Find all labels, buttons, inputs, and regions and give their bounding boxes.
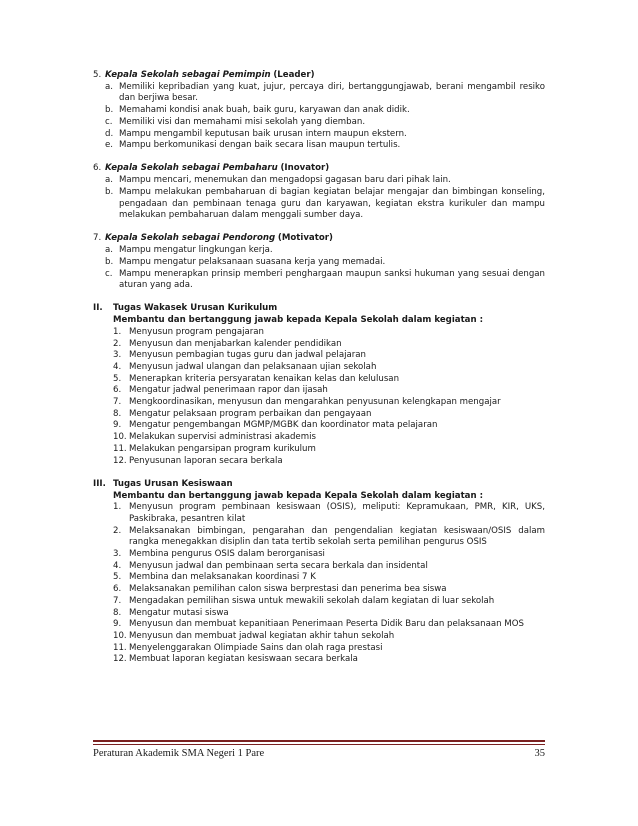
list-item — [113, 549, 545, 561]
list-text: Menyusun dan menjabarkan kalender pendidikan — [129, 338, 342, 349]
list-marker: 4. — [113, 560, 122, 571]
list-text: Memahami kondisi anak buah, baik guru, karyawan dan anak didik. — [119, 105, 410, 116]
list-text: Membina dan melaksanakan koordinasi 7 K — [129, 572, 316, 583]
list-item — [105, 140, 545, 152]
list-marker: 2. — [113, 338, 122, 349]
section-heading — [93, 70, 545, 82]
list-text: Menyusun jadwal ulangan dan pelaksanaan ujian sekolah — [129, 361, 377, 372]
list-item — [113, 596, 545, 608]
list-item — [113, 572, 545, 584]
list-item — [113, 561, 545, 573]
list-marker: d. — [105, 128, 114, 139]
list-item — [113, 409, 545, 421]
footer-title: Peraturan Akademik SMA Negeri 1 Pare — [93, 747, 265, 759]
list-item — [113, 502, 545, 525]
section-number: 6. — [93, 163, 102, 174]
list-text: Mengatur mutasi siswa — [129, 607, 229, 618]
roman-number: II. — [93, 303, 103, 314]
section-number: 5. — [93, 70, 102, 80]
roman-title: Tugas Wakasek Urusan Kurikulum — [113, 303, 278, 314]
list-text: Mengkoordinasikan, menyusun dan mengarahkan penyusunan kelengkapan mengajar — [129, 397, 501, 408]
roman-heading — [93, 303, 545, 315]
list-marker: b. — [105, 186, 114, 197]
list-text: Membuat laporan kegiatan kesiswaan secara berkala — [129, 654, 358, 665]
roman-heading — [93, 479, 545, 491]
list-marker: 9. — [113, 619, 122, 630]
list-marker: a. — [105, 245, 113, 256]
list-item — [113, 327, 545, 339]
section-heading — [93, 233, 545, 245]
list-text: Mengatur pengembangan MGMP/MGBK dan koordinator mata pelajaran — [129, 420, 438, 431]
page-number: 35 — [534, 747, 545, 759]
list-marker: e. — [105, 140, 114, 151]
list-text: Melakukan pengarsipan program kurikulum — [129, 443, 316, 454]
roman-subheading: Membantu dan bertanggung jawab kepada Kepala Sekolah dalam kegiatan : — [113, 315, 484, 326]
section-title-wrap — [105, 233, 333, 245]
list-text: Mampu mengatur pelaksanaan suasana kerja yang memadai. — [119, 256, 386, 267]
roman-section — [93, 303, 545, 467]
list-text: Melaksanakan bimbingan, pengarahan dan pengendalian kegiatan kesiswaan/OSIS dalam rangka menegakkan disiplin dan tata tertib sekolah serta pemilihan pengurus OSIS — [129, 525, 545, 548]
list-marker: a. — [105, 81, 113, 92]
list-item — [113, 385, 545, 397]
list-marker: a. — [105, 175, 113, 186]
list-text: Menyusun program pembinaan kesiswaan (OSIS), meliputi: Kepramukaan, PMR, KIR, UKS, Paskibraka, pesantren kilat — [129, 502, 545, 524]
list-item — [113, 584, 545, 596]
list-marker: 5. — [113, 572, 122, 583]
numbered-section — [93, 163, 545, 222]
list-text: Melaksanakan pemilihan calon siswa berprestasi dan penerima bea siswa — [129, 584, 447, 595]
list-item — [113, 619, 545, 631]
list-item — [113, 608, 545, 620]
list-text: Mampu menerapkan prinsip memberi penghargaan maupun sanksi hukuman yang sesuai dengan aturan yang ada. — [119, 268, 545, 291]
section-role: (Leader) — [273, 70, 315, 80]
section-number: 7. — [93, 233, 102, 244]
list-item — [113, 643, 545, 655]
document-body — [93, 70, 545, 678]
list-item — [113, 374, 545, 386]
footer-rule-thick — [93, 740, 545, 742]
section-role: (Motivator) — [277, 233, 333, 244]
list-marker: 5. — [113, 373, 122, 384]
list-text: Mengatur pelaksaan program perbaikan dan pengayaan — [129, 408, 372, 419]
list-marker: 6. — [113, 584, 122, 595]
list-marker: 12. — [113, 654, 127, 665]
section-heading — [93, 163, 545, 175]
list-text: Membina pengurus OSIS dalam berorganisasi — [129, 549, 325, 560]
list-marker: b. — [105, 256, 114, 267]
list-text: Menyusun jadwal dan pembinaan serta secara berkala dan insidental — [129, 560, 428, 571]
roman-number: III. — [93, 478, 106, 489]
list-text: Mengatur jadwal penerimaan rapor dan ijasah — [129, 385, 328, 396]
list-marker: 3. — [113, 549, 122, 560]
list-item — [105, 82, 545, 105]
list-text: Melakukan supervisi administrasi akademis — [129, 432, 316, 443]
list-text: Mampu mengambil keputusan baik urusan intern maupun ekstern. — [119, 128, 407, 139]
section-list — [93, 175, 545, 222]
list-item — [113, 362, 545, 374]
list-marker: 10. — [113, 630, 127, 641]
list-item — [105, 245, 545, 257]
list-marker: 9. — [113, 420, 122, 431]
section-title: Kepala Sekolah sebagai Pendorong — [105, 233, 276, 244]
list-marker: 11. — [113, 443, 127, 454]
list-marker: 3. — [113, 350, 122, 361]
list-marker: 12. — [113, 455, 127, 466]
list-marker: 8. — [113, 607, 122, 618]
section-title-wrap — [105, 70, 315, 82]
list-text: Menerapkan kriteria persyaratan kenaikan kelas dan kelulusan — [129, 373, 400, 384]
list-item — [113, 631, 545, 643]
section-title: Kepala Sekolah sebagai Pemimpin — [105, 70, 271, 80]
list-text: Mampu melakukan pembaharuan di bagian kegiatan belajar mengajar dan bimbingan konseling, pengadaan dan pembinaan tenaga guru dan karyawan, kegiatan ekstra kurikuler dan mampu melakukan pembaharuan dalam menggali sumber daya. — [119, 186, 545, 221]
list-marker: 7. — [113, 397, 122, 408]
list-text: Mampu mencari, menemukan dan mengadopsi gagasan baru dari pihak lain. — [119, 175, 451, 186]
footer-rule-thin — [93, 744, 545, 745]
list-text: Menyusun dan membuat kepanitiaan Penerimaan Peserta Didik Baru dan pelaksanaan MOS — [129, 619, 524, 630]
list-marker: 10. — [113, 432, 127, 443]
roman-body — [93, 491, 545, 667]
list-marker: 7. — [113, 595, 122, 606]
roman-subheading: Membantu dan bertanggung jawab kepada Kepala Sekolah dalam kegiatan : — [113, 490, 484, 501]
numbered-section — [93, 233, 545, 292]
list-text: Memiliki visi dan memahami misi sekolah yang diemban. — [119, 116, 366, 127]
page-footer — [93, 740, 545, 759]
list-marker: 1. — [113, 502, 122, 513]
list-item — [113, 654, 545, 666]
list-text: Memiliki kepribadian yang kuat, jujur, percaya diri, bertanggungjawab, berani mengambil resiko dan berjiwa besar. — [119, 81, 545, 104]
list-marker: 11. — [113, 642, 127, 653]
list-marker: 8. — [113, 408, 122, 419]
list-text: Menyusun program pengajaran — [129, 326, 265, 337]
section-role: (Inovator) — [280, 163, 330, 174]
roman-body — [93, 315, 545, 467]
list-marker: 1. — [113, 326, 122, 337]
list-marker: c. — [105, 268, 113, 279]
section-title-wrap — [105, 163, 329, 175]
list-item — [113, 350, 545, 362]
list-item — [113, 444, 545, 456]
list-item — [105, 187, 545, 222]
section-list — [93, 82, 545, 152]
list-text: Mengadakan pemilihan siswa untuk mewakili sekolah dalam kegiatan di luar sekolah — [129, 595, 495, 606]
section-list — [93, 245, 545, 292]
list-marker: b. — [105, 105, 114, 116]
list-marker: 6. — [113, 385, 122, 396]
roman-section — [93, 479, 545, 666]
list-text: Mampu mengatur lingkungan kerja. — [119, 245, 273, 256]
roman-title: Tugas Urusan Kesiswaan — [113, 478, 233, 489]
numbered-section — [93, 70, 545, 152]
list-marker: c. — [105, 116, 113, 127]
list-item — [105, 175, 545, 187]
list-marker: 4. — [113, 361, 122, 372]
list-item — [105, 105, 545, 117]
list-item — [105, 129, 545, 141]
list-item — [113, 339, 545, 351]
list-text: Menyelenggarakan Olimpiade Sains dan olah raga prestasi — [129, 642, 383, 653]
list-item — [113, 397, 545, 409]
list-text: Menyusun dan membuat jadwal kegiatan akhir tahun sekolah — [129, 630, 395, 641]
list-text: Penyusunan laporan secara berkala — [129, 455, 283, 466]
section-title: Kepala Sekolah sebagai Pembaharu — [105, 163, 278, 174]
list-text: Mampu berkomunikasi dengan baik secara lisan maupun tertulis. — [119, 140, 401, 151]
list-item — [113, 432, 545, 444]
list-item — [105, 117, 545, 129]
list-item — [113, 420, 545, 432]
list-item — [113, 526, 545, 549]
list-text: Menyusun pembagian tugas guru dan jadwal pelajaran — [129, 350, 366, 361]
list-marker: 2. — [113, 525, 122, 536]
list-item — [105, 269, 545, 292]
list-item — [105, 257, 545, 269]
list-item — [113, 456, 545, 468]
